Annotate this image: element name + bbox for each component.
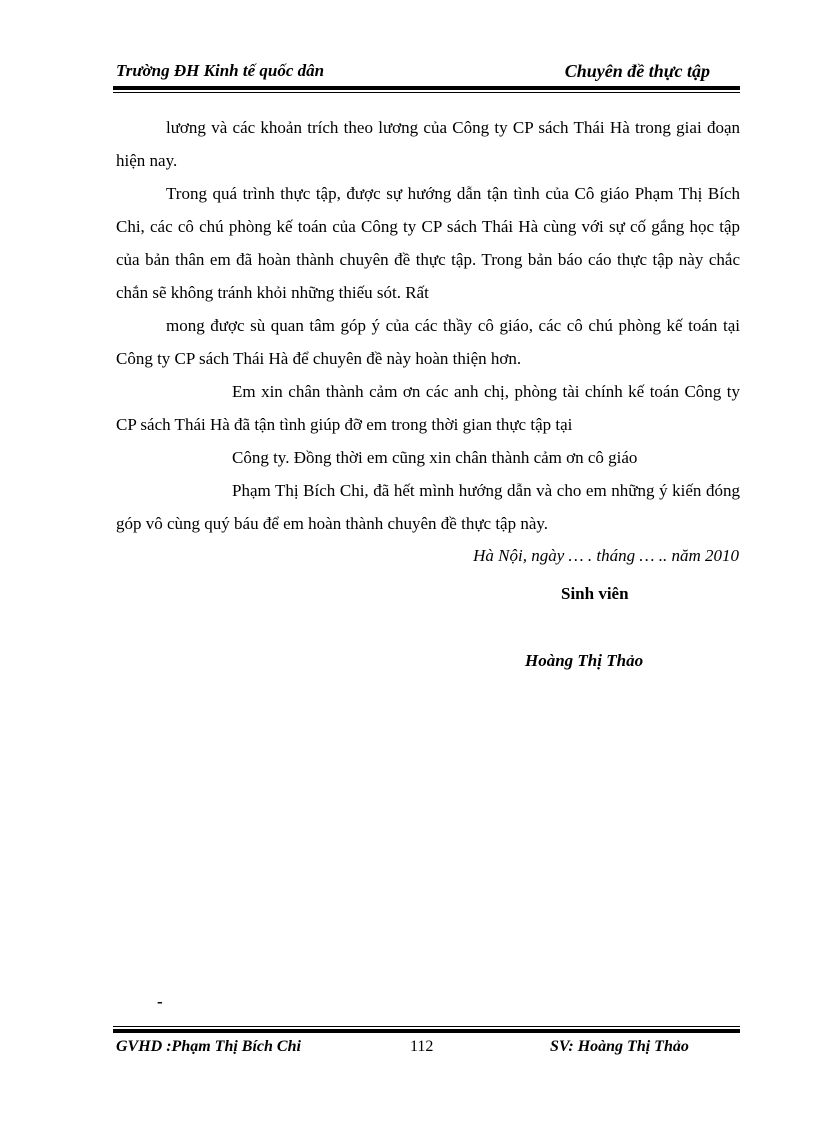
signature-label: Sinh viên <box>561 584 629 603</box>
header-document-title: Chuyên đề thực tập <box>564 61 710 81</box>
signature-date: Hà Nội, ngày … . tháng … .. năm 2010 <box>473 546 739 565</box>
footer-student: SV: Hoàng Thị Thảo <box>550 1038 689 1055</box>
paragraph-3: mong được sù quan tâm góp ý của các thầy cô giáo, các cô chú phòng kế toán tại Công ty CP sách Thái Hà để chuyên đề này hoàn thiện hơn. <box>116 316 740 368</box>
paragraph-1: lương và các khoản trích theo lương của Công ty CP sách Thái Hà trong giai đoạn hiện nay. <box>116 118 740 170</box>
header-school-name: Trường ĐH Kinh tế quốc dân <box>116 61 325 80</box>
header-rule-thick <box>113 86 740 90</box>
paragraph-6: Phạm Thị Bích Chi, đã hết mình hướng dẫn và cho em những ý kiến đóng góp vô cùng quý báu để em hoàn thành chuyên đề thực tập này. <box>116 481 740 533</box>
footer-page-number: 112 <box>410 1038 434 1055</box>
footer-supervisor: GVHD :Phạm Thị Bích Chi <box>116 1038 301 1055</box>
paragraph-4: Em xin chân thành cảm ơn các anh chị, phòng tài chính kế toán Công ty CP sách Thái Hà đã tận tình giúp đỡ em trong thời gian thực tập tại <box>116 382 740 434</box>
signature-name: Hoàng Thị Thảo <box>525 651 644 670</box>
header-rule-thin <box>113 92 740 93</box>
paragraph-5: Công ty. Đồng thời em cũng xin chân thành cảm ơn cô giáo <box>232 448 638 467</box>
body-text <box>116 111 740 540</box>
paragraph-2: Trong quá trình thực tập, được sự hướng dẫn tận tình của Cô giáo Phạm Thị Bích Chi, các cô chú phòng kế toán của Công ty CP sách Thái Hà cùng với sự cố gắng học tập của bản thân em đã hoàn thành chuyên đề thực tập. Trong bản báo cáo thực tập này chắc chắn sẽ không tránh khỏi những thiếu sót. Rất <box>116 184 740 302</box>
footer-rule-thin <box>113 1026 740 1027</box>
footer-rule-thick <box>113 1029 740 1033</box>
stray-dash: - <box>157 992 163 1011</box>
